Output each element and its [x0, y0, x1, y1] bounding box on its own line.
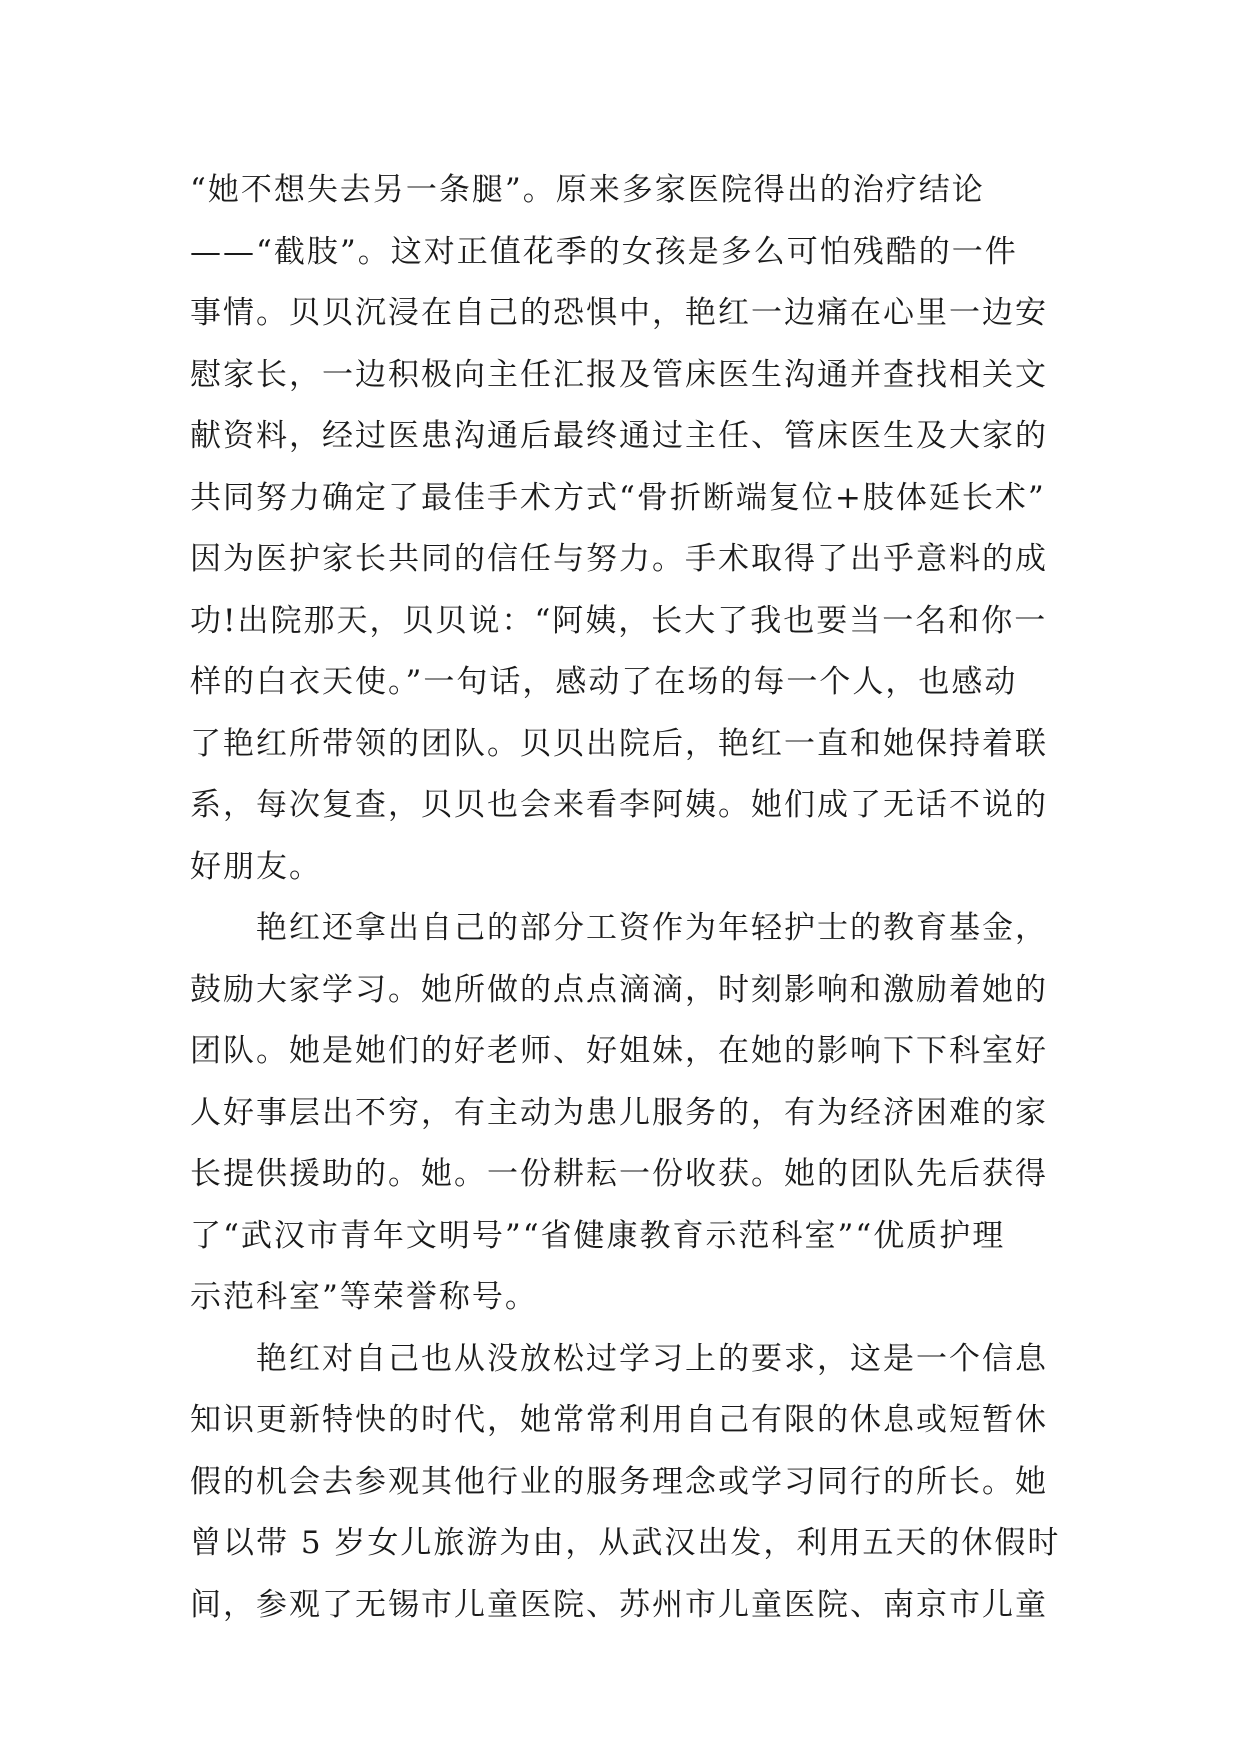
paragraph [190, 1329, 1060, 1637]
text-line: 功!出院那天，贝贝说：“阿姨，长大了我也要当一名和你一 [190, 602, 1048, 639]
text-line: 鼓励大家学习。她所做的点点滴滴，时刻影响和激励着她的 [190, 971, 1048, 1008]
text-line: 献资料，经过医患沟通后最终通过主任、管床医生及大家的 [190, 418, 1048, 454]
text-line: 人好事层出不穷，有主动为患儿服务的，有为经济困难的家 [190, 1094, 1048, 1131]
text-line: “她不想失去另一条腿”。原来多家医院得出的治疗结论 [190, 172, 985, 208]
text-line: 好朋友。 [190, 848, 322, 885]
text-line: 团队。她是她们的好老师、好姐妹，在她的影响下下科室好 [190, 1033, 1048, 1069]
text-line: ——“截肢”。这对正值花季的女孩是多么可怕残酷的一件 [190, 233, 1018, 270]
text-line: 知识更新特快的时代，她常常利用自己有限的休息或短暂休 [190, 1402, 1048, 1438]
text-line: 了艳红所带领的团队。贝贝出院后，艳红一直和她保持着联 [190, 725, 1048, 762]
text-line: 共同努力确定了最佳手术方式“骨折断端复位+肢体延长术” [190, 479, 1046, 516]
text-line: 艳红还拿出自己的部分工资作为年轻护士的教育基金， [190, 910, 1048, 946]
text-line: 曾以带 5 岁女儿旅游为由，从武汉出发，利用五天的休假时 [190, 1525, 1061, 1561]
text-line: 艳红对自己也从没放松过学习上的要求，这是一个信息 [190, 1340, 1048, 1377]
text-line: 了“武汉市青年文明号”“省健康教育示范科室”“优质护理 [190, 1217, 1006, 1254]
text-line: 慰家长，一边积极向主任汇报及管床医生沟通并查找相关文 [190, 356, 1048, 393]
text-line: 系，每次复查，贝贝也会来看李阿姨。她们成了无话不说的 [190, 787, 1048, 823]
text-line: 示范科室”等荣誉称号。 [190, 1279, 538, 1315]
text-line: 样的白衣天使。”一句话，感动了在场的每一个人，也感动 [190, 664, 1018, 700]
paragraph [190, 898, 1060, 1329]
body-text [190, 160, 1060, 1636]
paragraph [190, 160, 1060, 898]
text-line: 假的机会去参观其他行业的服务理念或学习同行的所长。她 [190, 1463, 1048, 1500]
text-line: 间，参观了无锡市儿童医院、苏州市儿童医院、南京市儿童 [190, 1586, 1048, 1623]
text-line: 长提供援助的。她。一份耕耘一份收获。她的团队先后获得 [190, 1156, 1048, 1192]
text-line: 因为医护家长共同的信任与努力。手术取得了出乎意料的成 [190, 541, 1048, 577]
text-line: 事情。贝贝沉浸在自己的恐惧中，艳红一边痛在心里一边安 [190, 295, 1048, 331]
